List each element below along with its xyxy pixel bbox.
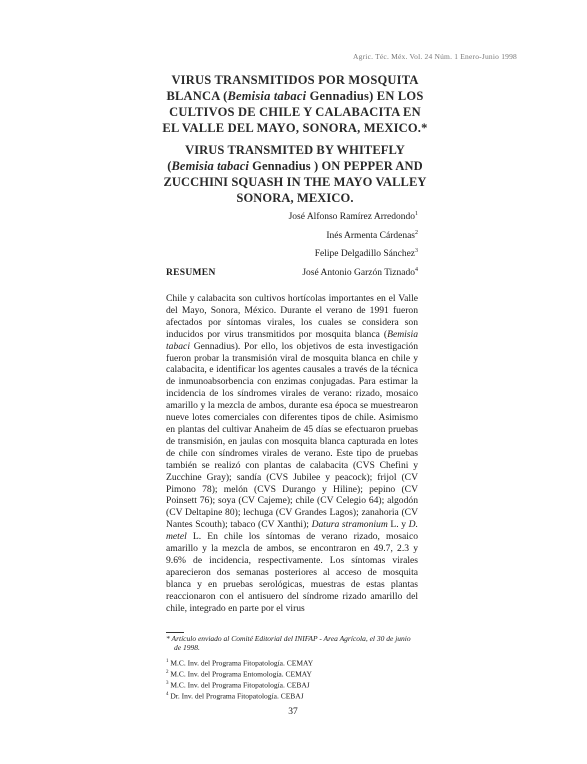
running-head: Agric. Téc. Méx. Vol. 24 Núm. 1 Enero-Junio 1998 (353, 52, 517, 61)
title-en-line-4: SONORA, MEXICO. (236, 191, 354, 205)
page-number: 37 (288, 707, 298, 717)
footnote-rule (166, 632, 184, 633)
author-mark: 4 (415, 266, 418, 273)
title-en-line-2-prefix: ( (167, 159, 172, 173)
footnote-mark: 3 (166, 680, 169, 686)
title-en-line-2 (150, 158, 440, 174)
title-es-line-2-suffix: Gennadius) EN LOS (306, 89, 424, 103)
abstract-text-3: L. y (387, 519, 409, 531)
title-es-line-1: VIRUS TRANSMITIDOS POR MOSQUITA (171, 73, 419, 87)
author-4 (240, 263, 418, 282)
author-mark: 2 (415, 229, 418, 236)
title-es-line-2-prefix: BLANCA ( (166, 89, 228, 103)
abstract-text-1: Chile y calabacita son cultivos hortícolas importantes en el Valle del Mayo, Sonora, México. Durante el verano de 1991 fueron afectados por síntomas virales, los cuales se considera son inducidos por virus transmitidos por mosquita blanca ( (166, 293, 418, 340)
footnote-text: M.C. Inv. del Programa Fitopatología. CEMAY (170, 658, 314, 668)
title-es-line-2 (150, 88, 440, 104)
abstract-body (166, 293, 418, 614)
author-list (240, 207, 418, 281)
footnote-text: M.C. Inv. del Programa Fitopatología. CEBAJ (170, 680, 310, 690)
author-name: José Antonio Garzón Tiznado (302, 267, 415, 278)
section-heading-resumen: RESUMEN (166, 268, 216, 278)
footnote-mark: 1 (166, 659, 169, 665)
abstract-paragraph (166, 293, 418, 614)
footnote-text: M.C. Inv. del Programa Entomología. CEMAY (170, 669, 312, 679)
footnote-article-note: * Artículo enviado al Comité Editorial del INIFAP - Area Agrícola, el 30 de junio de 1998. (166, 634, 411, 653)
author-name: José Alfonso Ramírez Arredondo (288, 212, 415, 223)
author-2 (240, 226, 418, 245)
footnote-affiliation-3 (166, 679, 418, 690)
title-en-line-3: ZUCCHINI SQUASH IN THE MAYO VALLEY (163, 175, 427, 189)
title-spanish (150, 72, 440, 136)
footnotes (166, 634, 418, 700)
author-mark: 1 (415, 211, 418, 217)
title-en-line-1: VIRUS TRANSMITED BY WHITEFLY (185, 143, 405, 157)
abstract-species-1: Bemisia tabaci (166, 328, 418, 352)
title-english (150, 142, 440, 206)
abstract-species-3: D. metel (166, 519, 418, 543)
footnote-affiliation-2 (166, 668, 418, 679)
footnote-text: Dr. Inv. del Programa Fitopatología. CEBAJ (170, 691, 304, 701)
title-en-species: Bemisia tabaci (171, 159, 249, 173)
author-name: Inés Armenta Cárdenas (326, 230, 415, 241)
abstract-species-2: Datura stramonium (311, 519, 388, 531)
footnote-mark: 2 (166, 670, 169, 676)
author-mark: 3 (415, 248, 418, 255)
title-es-line-3: CULTIVOS DE CHILE Y CALABACITA EN (169, 105, 421, 119)
title-es-line-4: EL VALLE DEL MAYO, SONORA, MEXICO.* (162, 121, 428, 135)
footnote-affiliation-4 (166, 690, 418, 701)
author-3 (240, 244, 418, 263)
title-es-species: Bemisia tabaci (227, 89, 307, 103)
footnote-mark: 4 (166, 691, 169, 697)
title-en-line-2-suffix: Gennadius ) ON PEPPER AND (248, 159, 423, 173)
footnote-affiliation-1 (166, 657, 418, 668)
abstract-text-2: Gennadius). Por ello, los objetivos de esta investigación fueron probar la transmisión viral de mosquita blanca en chile y calabacita, e identificar los agentes causales a través de la técnica de inmunoabsorbencia con enzimas conjugadas. Para estimar la incidencia de los síndromes virales de verano: rizado, mosaico amarillo y la mezcla de ambos, durante esa época se muestrearon nueve lotes comerciales con diferentes tipos de chile. Asimismo en plantas del cultivar Anaheim de 45 días se efectuaron pruebas de transmisión, en jaulas con mosquita blanca capturada en lotes de chile con síndromes virales de verano. Este tipo de pruebas también se realizó con plantas de calabacita (CVS Chefini y Zucchine Gray); sandía (CVS Jubilee y peacock); frijol (CV Pimono 78); melón (CVS Durango y Hiline); pepino (CV Poinsett 76); soya (CV Cajeme); chile (CV Celegio 64); algodón (CV Deltapine 80); lechuga (CV Grandes Lagos); zanahoria (CV Nantes Scouth); tabaco (CV Xanthi); (166, 340, 418, 531)
abstract-text-4: L. En chile los síntomas de verano rizado, mosaico amarillo y la mezcla de ambos, se encontraron en 49.7, 2.3 y 9.6% de incidencia, respectivamente. Los síntomas virales aparecieron dos semanas posteriores al acceso de mosquita blanca y en pruebas serológicas, muestras de estas plantas reaccionaron con el antisuero del síndrome rizado amarillo del chile, integrado en parte por el virus (166, 531, 418, 614)
author-name: Felipe Delgadillo Sánchez (314, 249, 415, 260)
author-1 (240, 207, 418, 226)
